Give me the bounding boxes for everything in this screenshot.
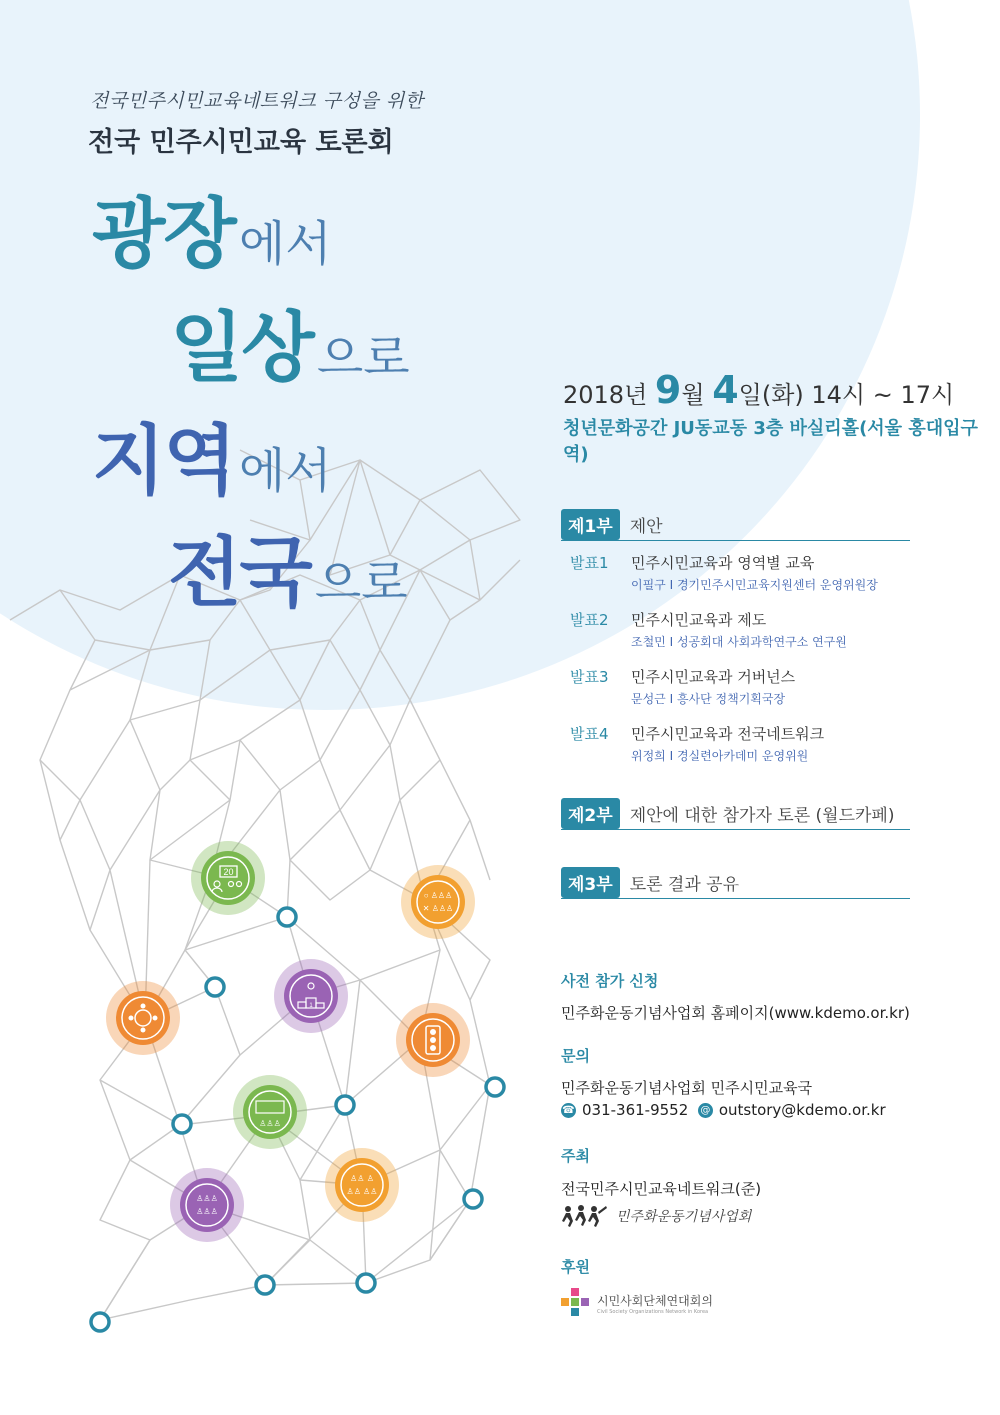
svg-text:♙♙♙: ♙♙♙	[196, 1207, 218, 1216]
part-badge: 제2부	[561, 798, 620, 829]
host-logo: 민주화운동기념사업회	[562, 1204, 751, 1228]
contact-email[interactable]: outstory@kdemo.or.kr	[718, 1101, 886, 1119]
svg-text:♙♙ ♙: ♙♙ ♙	[350, 1174, 374, 1183]
svg-text:♙♙♙: ♙♙♙	[259, 1119, 281, 1128]
event-date: 2018년 9월 4일(화) 14시 ~ 17시	[563, 368, 955, 412]
phone-icon: ☎	[562, 1105, 575, 1116]
part-badge: 제1부	[561, 509, 620, 540]
colorful-blocks-icon	[561, 1288, 591, 1318]
registration-heading: 사전 참가 신청	[561, 972, 659, 990]
headline-line-1: 광장에서	[92, 189, 332, 278]
sponsor-heading: 후원	[561, 1258, 590, 1276]
part-name: 제안	[629, 516, 663, 537]
contact-details	[561, 1101, 886, 1119]
group-table-icon	[401, 865, 475, 939]
part-badge: 제3부	[561, 867, 620, 898]
svg-text:✕ ♙♙♙: ✕ ♙♙♙	[422, 904, 454, 913]
svg-text:20: 20	[223, 867, 234, 877]
discussion-icon	[325, 1148, 399, 1222]
svg-text:♙♙ ♙♙: ♙♙ ♙♙	[346, 1187, 378, 1196]
traffic-light-icon	[396, 1003, 470, 1077]
part-name: 제안에 대한 참가자 토론 (월드카페)	[629, 805, 895, 826]
program-part-3	[561, 866, 910, 899]
marching-people-icon	[562, 1204, 612, 1228]
host-heading: 주최	[561, 1147, 590, 1165]
crowd-icon	[170, 1168, 244, 1242]
contact-heading: 문의	[561, 1047, 590, 1065]
headline-line-4: 전국으로	[168, 528, 408, 617]
sponsor-logo: 시민사회단체연대회의 Civil Society Organizations Network in Korea	[561, 1288, 713, 1318]
program-part-1	[561, 508, 910, 541]
headline-line-3: 지역에서	[92, 416, 332, 505]
host-org: 전국민주시민교육네트워크(준)	[561, 1180, 762, 1198]
event-venue: 청년문화공간 JU동교동 3층 바실리홀(서울 홍대입구역)	[563, 418, 978, 465]
svg-text:♙♙♙: ♙♙♙	[196, 1194, 218, 1203]
contact-org: 민주화운동기념사업회 민주시민교육국	[561, 1079, 813, 1097]
svg-text:1: 1	[309, 1003, 313, 1009]
contact-phone[interactable]: 031-361-9552	[582, 1101, 689, 1119]
event-title: 전국 민주시민교육 토론회	[88, 127, 394, 158]
people-20-icon	[191, 841, 265, 915]
podium-icon	[274, 959, 348, 1033]
svg-text:○ ♙♙♙: ○ ♙♙♙	[423, 891, 453, 900]
registration-link[interactable]: 민주화운동기념사업회 홈페이지(www.kdemo.or.kr)	[561, 1004, 910, 1022]
program-part-2	[561, 797, 910, 830]
part-name: 토론 결과 공유	[629, 874, 740, 895]
email-icon: @	[698, 1103, 713, 1118]
network-circle-icon	[106, 981, 180, 1055]
headline-line-2: 일상으로	[170, 303, 410, 392]
meeting-icon	[233, 1075, 307, 1149]
pre-title: 전국민주시민교육네트워크 구성을 위한	[90, 90, 424, 112]
